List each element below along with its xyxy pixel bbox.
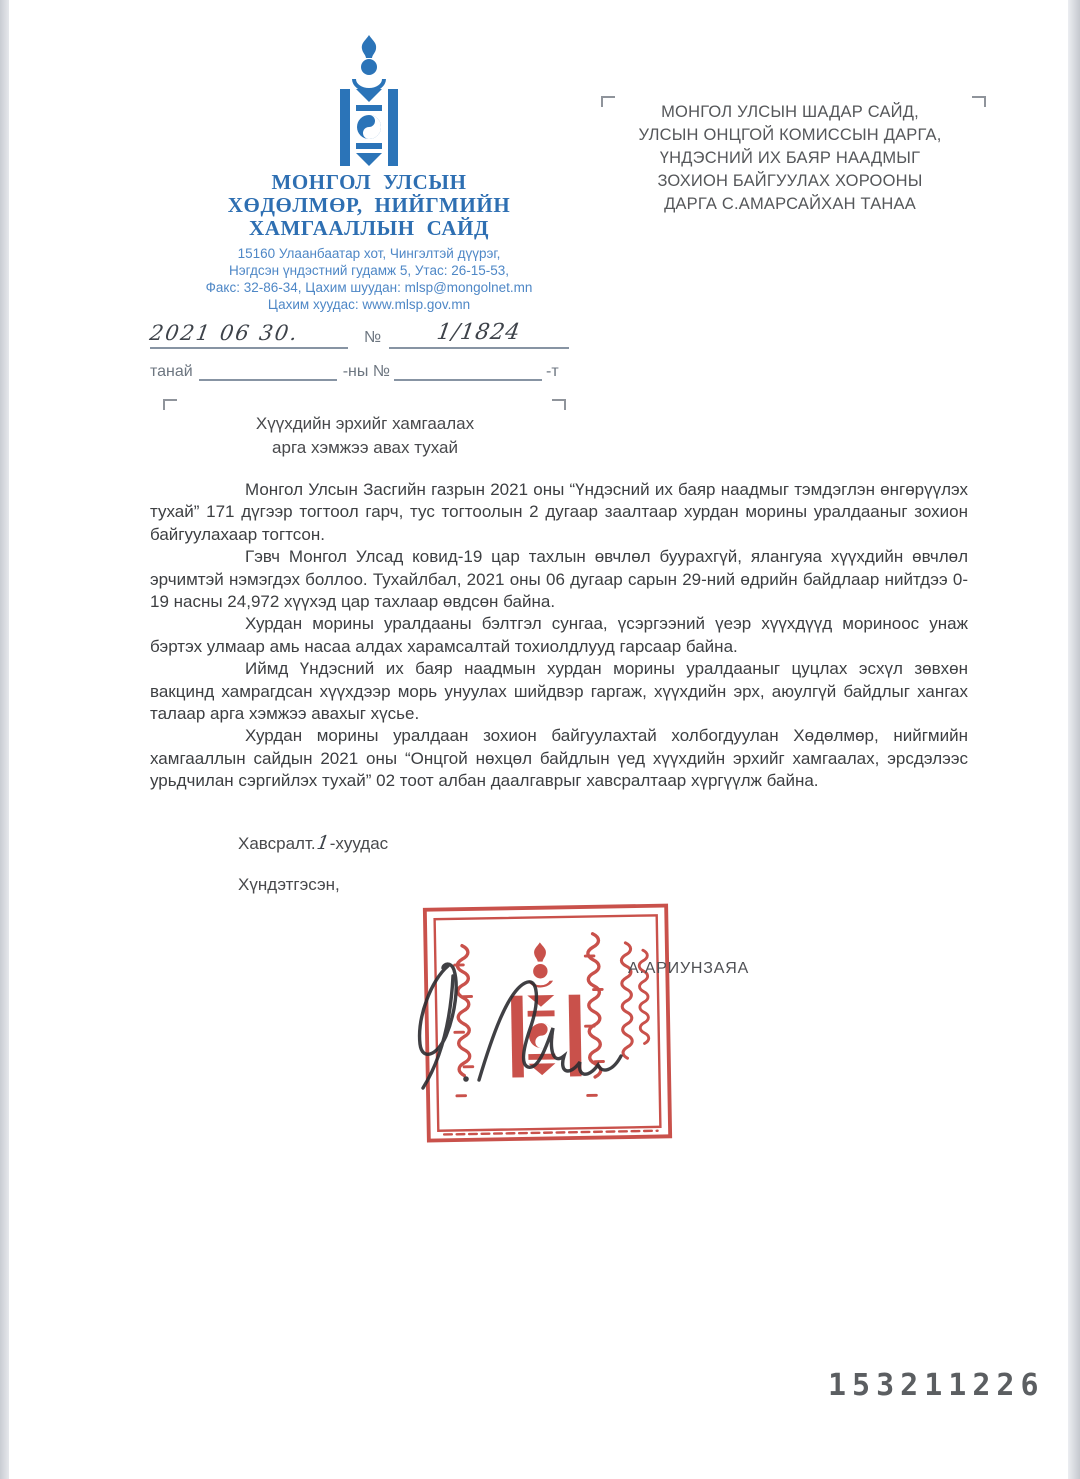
your-reference-row	[150, 357, 582, 381]
handwritten-date: 2021 06 30.	[148, 321, 301, 345]
document-number-field	[389, 320, 569, 349]
ministry-name-line: ХАМГААЛЛЫН САЙД	[248, 216, 490, 240]
address-line: Цахим хуудас: www.mlsp.gov.mn	[267, 297, 471, 312]
your-number-blank-field	[394, 357, 542, 381]
body-paragraph: Иймд Үндэсний их баяр наадмын хурдан морины уралдааныг цуцлах эсхүл зөвхөн вакцинд хамрагдсан хүүхдээр морь унуулах шийдвэр гаргаж, хүүхдийн эрх, аюулгүй байдлыг хангах талаар арга хэмжээ авахыг хүсье.	[150, 659, 968, 724]
handwritten-signature	[393, 928, 683, 1103]
signer-name: А.АРИУНЗАЯА	[628, 960, 750, 977]
ministry-name-line: ХӨДӨЛМӨР, НИЙГМИЙН	[227, 193, 511, 217]
address-line: Факс: 32-86-34, Цахим шуудан: mlsp@mongolnet.mn	[205, 280, 533, 295]
closing-salutation: Хүндэтгэсэн,	[238, 875, 340, 894]
ministry-name-line: МОНГОЛ УЛСЫН	[271, 170, 467, 194]
soyombo-logo-icon	[332, 33, 406, 169]
your-number-label: -ны №	[342, 363, 390, 380]
address-line: 15160 Улаанбаатар хот, Чингэлтэй дүүрэг,	[237, 246, 501, 261]
scan-edge-left	[0, 0, 9, 1479]
recipient-line: ЗОХИОН БАЙГУУЛАХ ХОРООНЫ	[657, 172, 923, 190]
subject-line: арга хэмжээ авах тухай	[272, 438, 458, 457]
your-label: танай	[150, 363, 193, 380]
handwritten-page-count: 1	[314, 832, 331, 854]
subject-block	[165, 412, 565, 460]
crop-mark-subject-right	[552, 399, 566, 410]
subject-line: Хүүхдийн эрхийг хамгаалах	[255, 414, 475, 433]
date-field	[150, 321, 348, 349]
letter-body	[150, 479, 968, 793]
crop-mark-subject-left	[163, 399, 177, 410]
attachment-prefix: Хавсралт.	[238, 834, 316, 853]
address-line: Нэгдсэн үндэстний гудамж 5, Утас: 26-15-53,	[228, 263, 509, 278]
handwritten-document-number: 1/1824	[435, 320, 523, 345]
body-paragraph: Хурдан морины уралдааны бэлтгэл сунгаа, үсэргээний үеэр хүүхдүүд мориноос унаж бэртэх улмаар амь насаа алдах харамсалтай тохиолдлууд гарсаар байна.	[150, 614, 968, 656]
number-sign-label: №	[364, 329, 382, 346]
recipient-line: ДАРГА С.АМАРСАЙХАН ТАНАА	[664, 195, 916, 213]
your-name-blank-field	[199, 357, 337, 381]
recipient-line: ҮНДЭСНИЙ ИХ БАЯР НААДМЫГ	[659, 149, 921, 167]
attachment-line	[238, 832, 388, 854]
recipient-block	[594, 101, 986, 216]
sender-ministry-name	[168, 171, 570, 240]
scan-edge-right	[1068, 0, 1080, 1479]
your-suffix-label: -т	[546, 363, 559, 380]
reference-row	[150, 320, 582, 349]
sender-address	[148, 245, 590, 313]
body-paragraph: Хурдан морины уралдаан зохион байгуулахтай холбогдуулан Хөдөлмөр, нийгмийн хамгааллын сайдын 2021 оны “Онцгой нөхцөл байдлын үед хүүхдийн эрхийг хамгаалах, эрсдэлээс урьдчилан сэргийлэх тухай” 02 тоот албан даалгаврыг хавсралтаар хүргүүлж байна.	[150, 726, 968, 791]
attachment-suffix: -хуудас	[329, 834, 389, 853]
body-paragraph: Гэвч Монгол Улсад ковид-19 цар тахлын өвчлөл буурахгүй, ялангуяа хүүхдийн өвчлөл эрчимтэй нэмэгдэх боллоо. Тухайлбал, 2021 оны 06 дугаар сарын 29-ний өдрийн байдлаар нийтдээ 0-19 насны 24,972 хүүхэд цар тахлаар өвдсөн байна.	[150, 547, 968, 612]
body-paragraph: Монгол Улсын Засгийн газрын 2021 оны “Үндэсний их баяр наадмыг тэмдэглэн өнгөрүүлэх тухай” 171 дүгээр тогтоол гарч, тус тогтоолын 2 дугаар заалтаар хурдан морины уралдааныг зохион байгуулахаар тогтсон.	[150, 480, 968, 544]
scan-stamp-number: 153211226	[828, 1368, 1045, 1403]
recipient-line: МОНГОЛ УЛСЫН ШАДАР САЙД,	[661, 103, 919, 121]
recipient-line: УЛСЫН ОНЦГОЙ КОМИССЫН ДАРГА,	[638, 126, 942, 144]
